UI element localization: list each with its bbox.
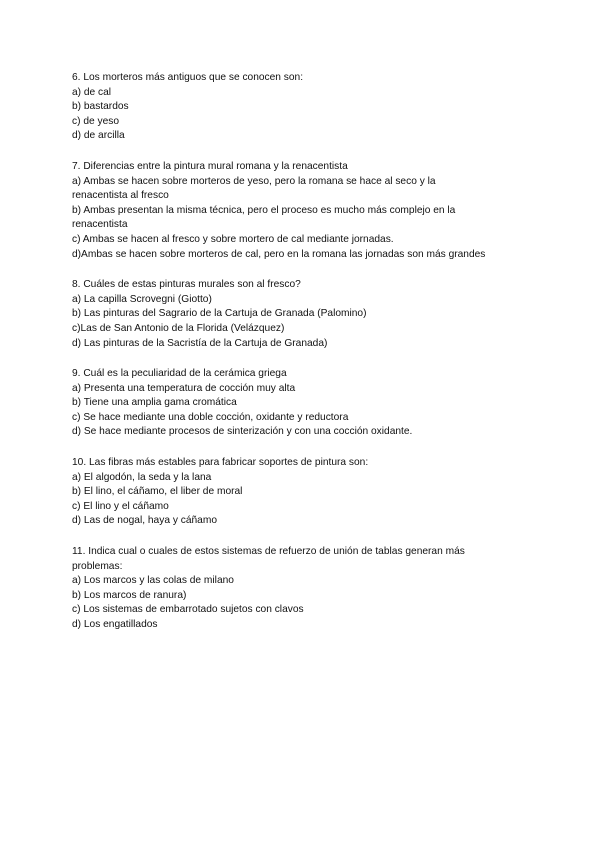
answer-option: c) de yeso xyxy=(72,115,119,127)
answer-option: c) Ambas se hacen al fresco y sobre mortero de cal mediante jornadas. xyxy=(72,233,394,245)
answer-option: a) de cal xyxy=(72,86,112,98)
answer-option: b) El lino, el cáñamo, el liber de moral xyxy=(72,486,243,498)
answer-option: b) Las pinturas del Sagrario de la Cartuja de Granada (Palomino) xyxy=(72,308,367,320)
question-title: 8. Cuáles de estas pinturas murales son al fresco? xyxy=(72,279,301,291)
document-page xyxy=(72,71,542,649)
answer-option: c) Se hace mediante una doble cocción, oxidante y reductora xyxy=(72,411,349,423)
answer-option: d) Las de nogal, haya y cáñamo xyxy=(72,515,217,527)
question-title: 7. Diferencias entre la pintura mural romana y la renacentista xyxy=(72,160,348,172)
answer-option: b) bastardos xyxy=(72,101,129,113)
question-6 xyxy=(72,71,542,144)
answer-option: a) Los marcos y las colas de milano xyxy=(72,575,234,587)
question-title: 11. Indica cual o cuales de estos sistemas de refuerzo de unión de tablas generan más problemas: xyxy=(72,546,465,572)
answer-option: d) Los engatillados xyxy=(72,619,158,630)
question-title: 6. Los morteros más antiguos que se conocen son: xyxy=(72,72,304,83)
question-8 xyxy=(72,278,542,351)
answer-option: c) El lino y el cáñamo xyxy=(72,500,169,512)
question-7 xyxy=(72,160,542,262)
answer-option: b) Tiene una amplia gama cromática xyxy=(72,397,237,409)
question-9 xyxy=(72,367,542,440)
question-10 xyxy=(72,456,542,529)
question-title: 10. Las fibras más estables para fabricar soportes de pintura son: xyxy=(72,457,369,469)
answer-option: c) Los sistemas de embarrotado sujetos con clavos xyxy=(72,604,304,616)
answer-option: d) Se hace mediante procesos de sinterización y con una cocción oxidante. xyxy=(72,426,413,438)
answer-option: a) Presenta una temperatura de cocción muy alta xyxy=(72,382,296,394)
answer-option: d) de arcilla xyxy=(72,130,125,142)
answer-option: c)Las de San Antonio de la Florida (Velázquez) xyxy=(72,322,285,334)
answer-option: d) Las pinturas de la Sacristía de la Cartuja de Granada) xyxy=(72,337,328,349)
question-11 xyxy=(72,545,542,633)
question-title: 9. Cuál es la peculiaridad de la cerámica griega xyxy=(72,368,287,380)
answer-option: a) La capilla Scrovegni (Giotto) xyxy=(72,293,212,305)
answer-option: b) Ambas presentan la misma técnica, pero el proceso es mucho más complejo en la renacentista xyxy=(72,204,456,231)
answer-option: b) Los marcos de ranura) xyxy=(72,589,187,601)
answer-option: a) Ambas se hacen sobre morteros de yeso, pero la romana se hace al seco y la renacentista al fresco xyxy=(72,175,436,202)
answer-option: d)Ambas se hacen sobre morteros de cal, pero en la romana las jornadas son más grandes xyxy=(72,248,486,260)
answer-option: a) El algodón, la seda y la lana xyxy=(72,471,212,483)
